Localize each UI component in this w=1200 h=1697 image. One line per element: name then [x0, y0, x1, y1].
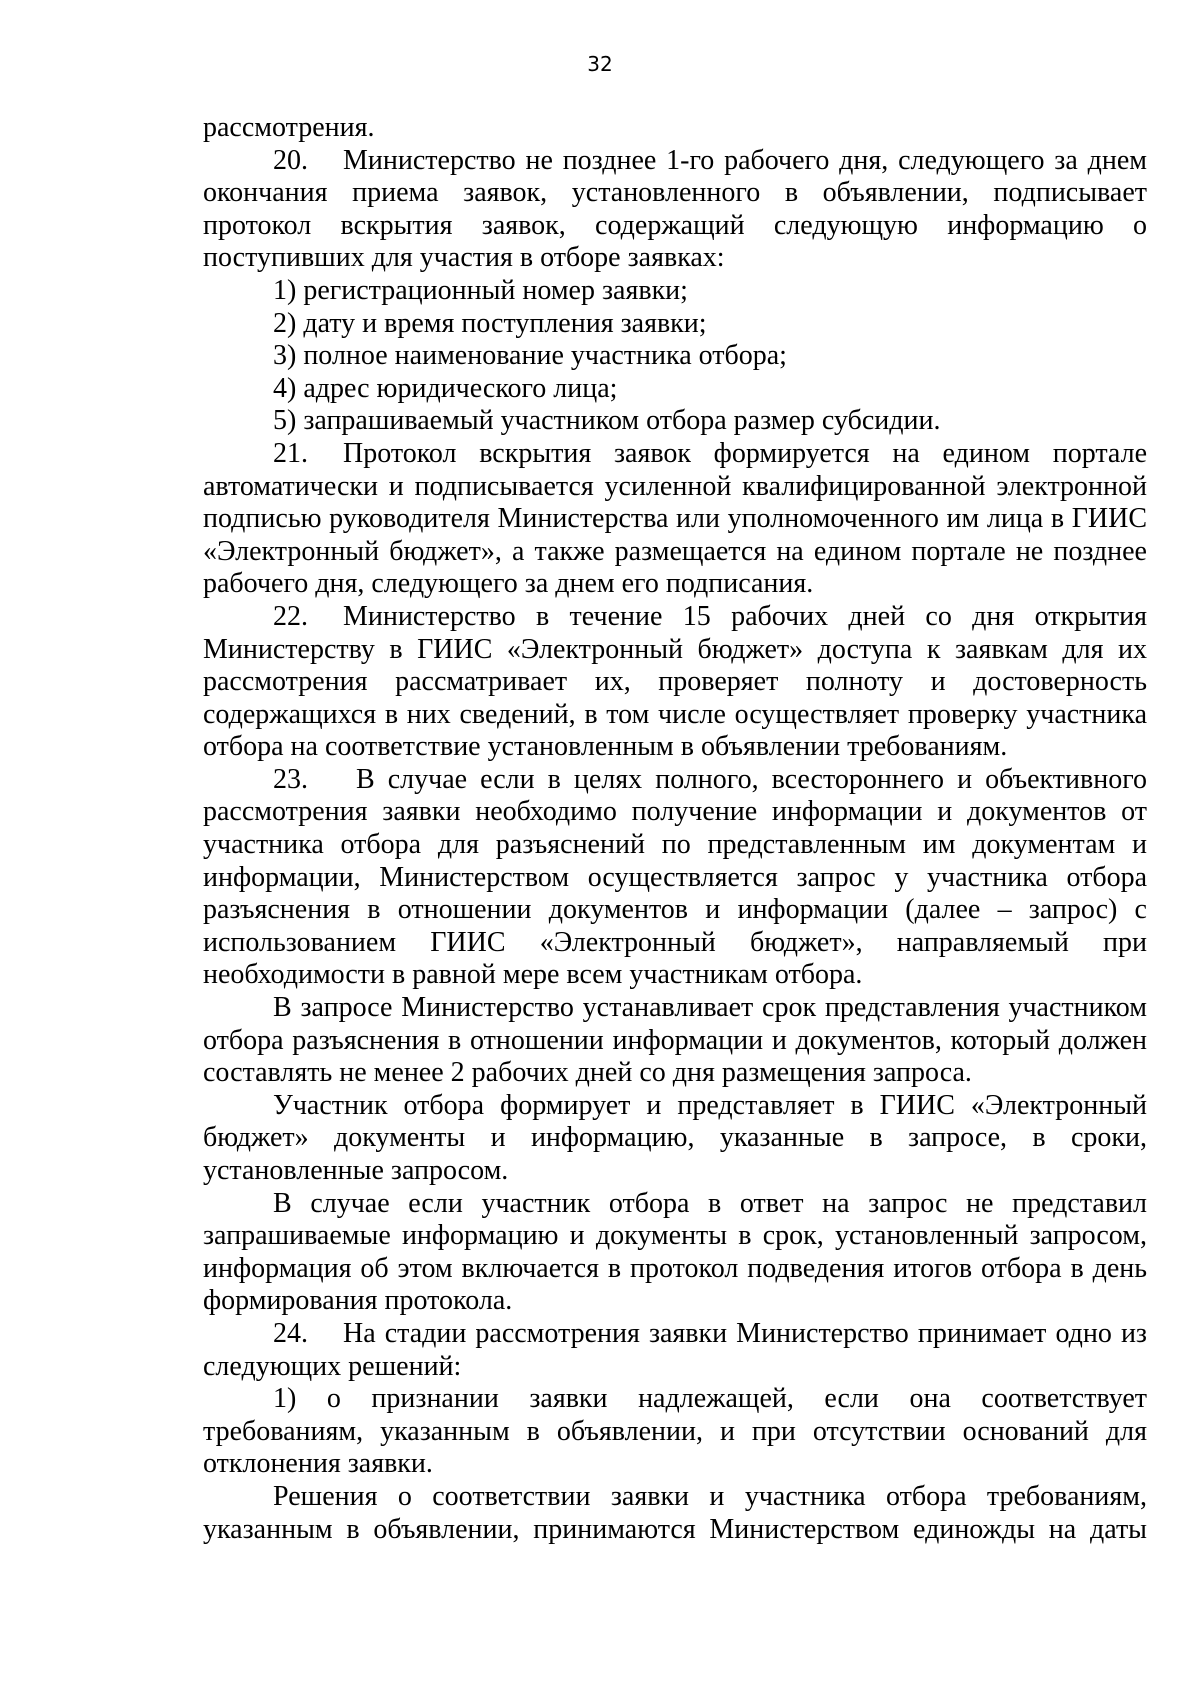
paragraph-number: 24. [273, 1317, 308, 1349]
list-item [203, 308, 1147, 341]
paragraph [203, 992, 1147, 1090]
document-body [203, 112, 1147, 1546]
paragraph-text: Министерство в течение 15 рабочих дней со дня открытия Министерству в ГИИС «Электронный бюджет» доступа к заявкам для их рассмотрения рассматривает их, проверяет полноту и достоверность содержащихся в них сведений, в том числе осуществляет проверку участника отбора на соответствие установленным в объявлении требованиям. [203, 600, 1147, 763]
list-item [203, 340, 1147, 373]
paragraph-text: рассмотрения. [203, 112, 375, 143]
list-item-text: 5) запрашиваемый участником отбора размер субсидии. [273, 405, 941, 437]
paragraph-text: Протокол вскрытия заявок формируется на едином портале автоматически и подписывается усиленной квалифицированной электронной подписью руководителя Министерства или уполномоченного им лица в ГИИС «Электронный бюджет», а также размещается на едином портале не позднее рабочего дня, следующего за днем его подписания. [203, 437, 1147, 600]
paragraph-number: 20. [273, 144, 308, 176]
paragraph-23 [203, 764, 1147, 992]
list-item-text: 2) дату и время поступления заявки; [273, 307, 707, 339]
paragraph [203, 1481, 1147, 1546]
page-number: 32 [587, 52, 613, 76]
list-item [203, 405, 1147, 438]
paragraph-text: На стадии рассмотрения заявки Министерство принимает одно из следующих решений: [203, 1317, 1147, 1382]
paragraph-20 [203, 145, 1147, 275]
list-item [203, 373, 1147, 406]
paragraph-22 [203, 601, 1147, 764]
paragraph-text: Участник отбора формирует и представляет в ГИИС «Электронный бюджет» документы и информацию, указанные в запросе, в сроки, установленные запросом. [203, 1089, 1147, 1186]
paragraph-24 [203, 1318, 1147, 1383]
list-item [203, 275, 1147, 308]
paragraph [203, 1090, 1147, 1188]
paragraph-text: В случае если участник отбора в ответ на запрос не представил запрашиваемые информацию и документы в срок, установленный запросом, информация об этом включается в протокол подведения итогов отбора в день формирования протокола. [203, 1187, 1147, 1317]
list-item-text: 3) полное наименование участника отбора; [273, 340, 787, 372]
paragraph-text: 1) о признании заявки надлежащей, если она соответствует требованиям, указанным в объявлении, и при отсутствии оснований для отклонения заявки. [203, 1383, 1147, 1480]
paragraph-text: В случае если в целях полного, всестороннего и объективного рассмотрения заявки необходимо получение информации и документов от участника отбора для разъяснений по представленным им документам и информации, Министерством осуществляется запрос у участника отбора разъяснения в отношении документов и информации (далее – запрос) с использованием ГИИС «Электронный бюджет», направляемый при необходимости в равной мере всем участникам отбора. [203, 763, 1147, 991]
paragraph-number: 22. [273, 600, 308, 632]
paragraph [203, 1188, 1147, 1318]
paragraph-continuation [203, 112, 1147, 145]
paragraph-number: 23. [273, 763, 308, 795]
paragraph-text: Решения о соответствии заявки и участника отбора требованиям, указанным в объявлении, принимаются Министерством единожды на даты [203, 1480, 1147, 1545]
paragraph-text: Министерство не позднее 1-го рабочего дня, следующего за днем окончания приема заявок, установленного в объявлении, подписывает протокол вскрытия заявок, содержащий следующую информацию о поступивших для участия в отборе заявках: [203, 144, 1147, 274]
paragraph-21 [203, 438, 1147, 601]
paragraph-text: В запросе Министерство устанавливает срок представления участником отбора разъяснения в отношении информации и документов, который должен составлять не менее 2 рабочих дней со дня размещения запроса. [203, 992, 1147, 1089]
paragraph-number: 21. [273, 437, 308, 469]
paragraph [203, 1383, 1147, 1481]
list-item-text: 1) регистрационный номер заявки; [273, 274, 688, 306]
list-item-text: 4) адрес юридического лица; [273, 372, 618, 404]
